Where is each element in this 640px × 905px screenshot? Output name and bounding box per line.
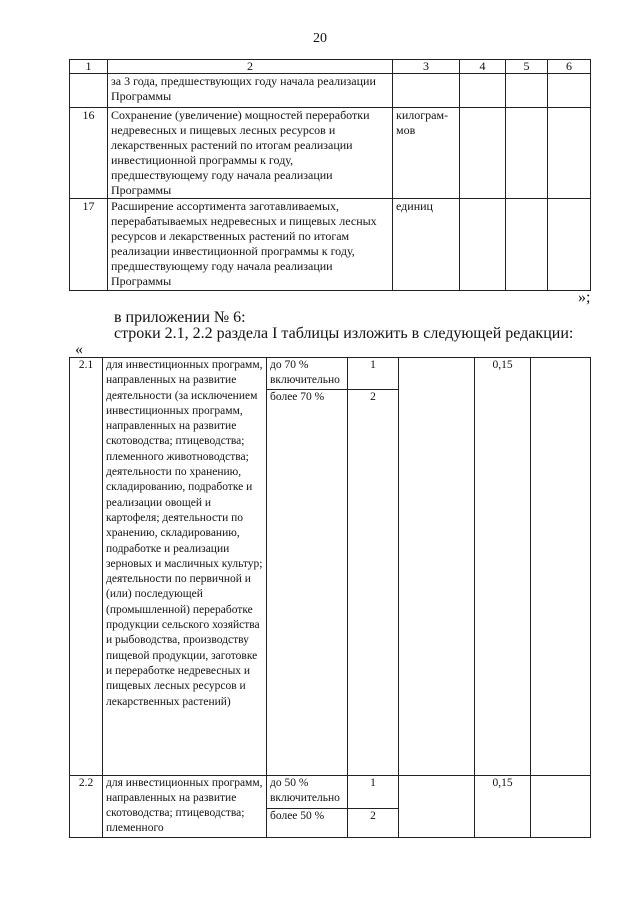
- row-unit: килограм-мов: [393, 108, 460, 199]
- row-text: для инвестиционных программ, направленных на развитие скотоводства; птицеводства; племенного: [103, 775, 267, 837]
- header-cell: 5: [506, 60, 548, 74]
- criteria-table: [69, 357, 591, 838]
- row-unit: единиц: [393, 199, 460, 291]
- table-row: [70, 199, 591, 291]
- page-number: 20: [313, 31, 327, 46]
- score-cell: 1: [348, 358, 399, 390]
- weight-cell: 0,15: [475, 358, 531, 776]
- row-number: 17: [70, 199, 108, 291]
- row-unit: [393, 74, 460, 108]
- score-cell: 1: [348, 775, 399, 808]
- header-cell: 2: [108, 60, 393, 74]
- row-text: Сохранение (увеличение) мощностей переработки недревесных и пищевых лесных ресурсов и лекарственных растений по итогам реализации инвестиционной программы к году, предшествующему году начала реализации Программы: [108, 108, 393, 199]
- score-cell: 2: [348, 808, 399, 837]
- instruction-line: строки 2.1, 2.2 раздела I таблицы изложить в следующей редакции:: [114, 325, 574, 342]
- table-row: [70, 108, 591, 199]
- header-cell: 3: [393, 60, 460, 74]
- closing-quote: »;: [578, 289, 591, 306]
- header-cell: 6: [548, 60, 591, 74]
- header-cell: 1: [70, 60, 108, 74]
- table-header-row: [70, 60, 591, 74]
- opening-quote: «: [75, 341, 83, 358]
- score-cell: 2: [348, 389, 399, 775]
- row-text: за 3 года, предшествующих году начала реализации Программы: [108, 74, 393, 108]
- table-row: [70, 74, 591, 108]
- appendix-line: в приложении № 6:: [114, 309, 246, 326]
- indicators-table: [69, 59, 591, 291]
- weight-cell: 0,15: [475, 775, 531, 837]
- header-cell: 4: [460, 60, 506, 74]
- table-row: [70, 358, 591, 390]
- row-number: [70, 74, 108, 108]
- table-row: [70, 775, 591, 808]
- condition-cell: более 50 %: [267, 808, 348, 837]
- row-text: для инвестиционных программ, направленных на развитие деятельности (за исключением инвестиционных программ, направленных на развитие скотоводства; птицеводства; племенного животноводства; деятельности по хранению, складированию, подработке и реализации овощей и картофеля; деятельности по хранению, складированию, подработке и реализации зерновых и масличных культур; деятельности по первичной и (или) последующей (промышленной) переработке продукции сельского хозяйства и рыбоводства, производству пищевой продукции, заготовке и переработке недревесных и пищевых лесных ресурсов и лекарственных растений): [103, 358, 267, 776]
- row-number: 16: [70, 108, 108, 199]
- condition-cell: до 50 % включительно: [267, 775, 348, 808]
- row-text: Расширение ассортимента заготавливаемых, перерабатываемых недревесных и пищевых лесных ресурсов и лекарственных растений по итогам реализации инвестиционной программы к году, предшествующему году начала реализации Программы: [108, 199, 393, 291]
- condition-cell: более 70 %: [267, 389, 348, 775]
- row-number: 2.2: [70, 775, 103, 837]
- row-number: 2.1: [70, 358, 103, 776]
- condition-cell: до 70 % включительно: [267, 358, 348, 390]
